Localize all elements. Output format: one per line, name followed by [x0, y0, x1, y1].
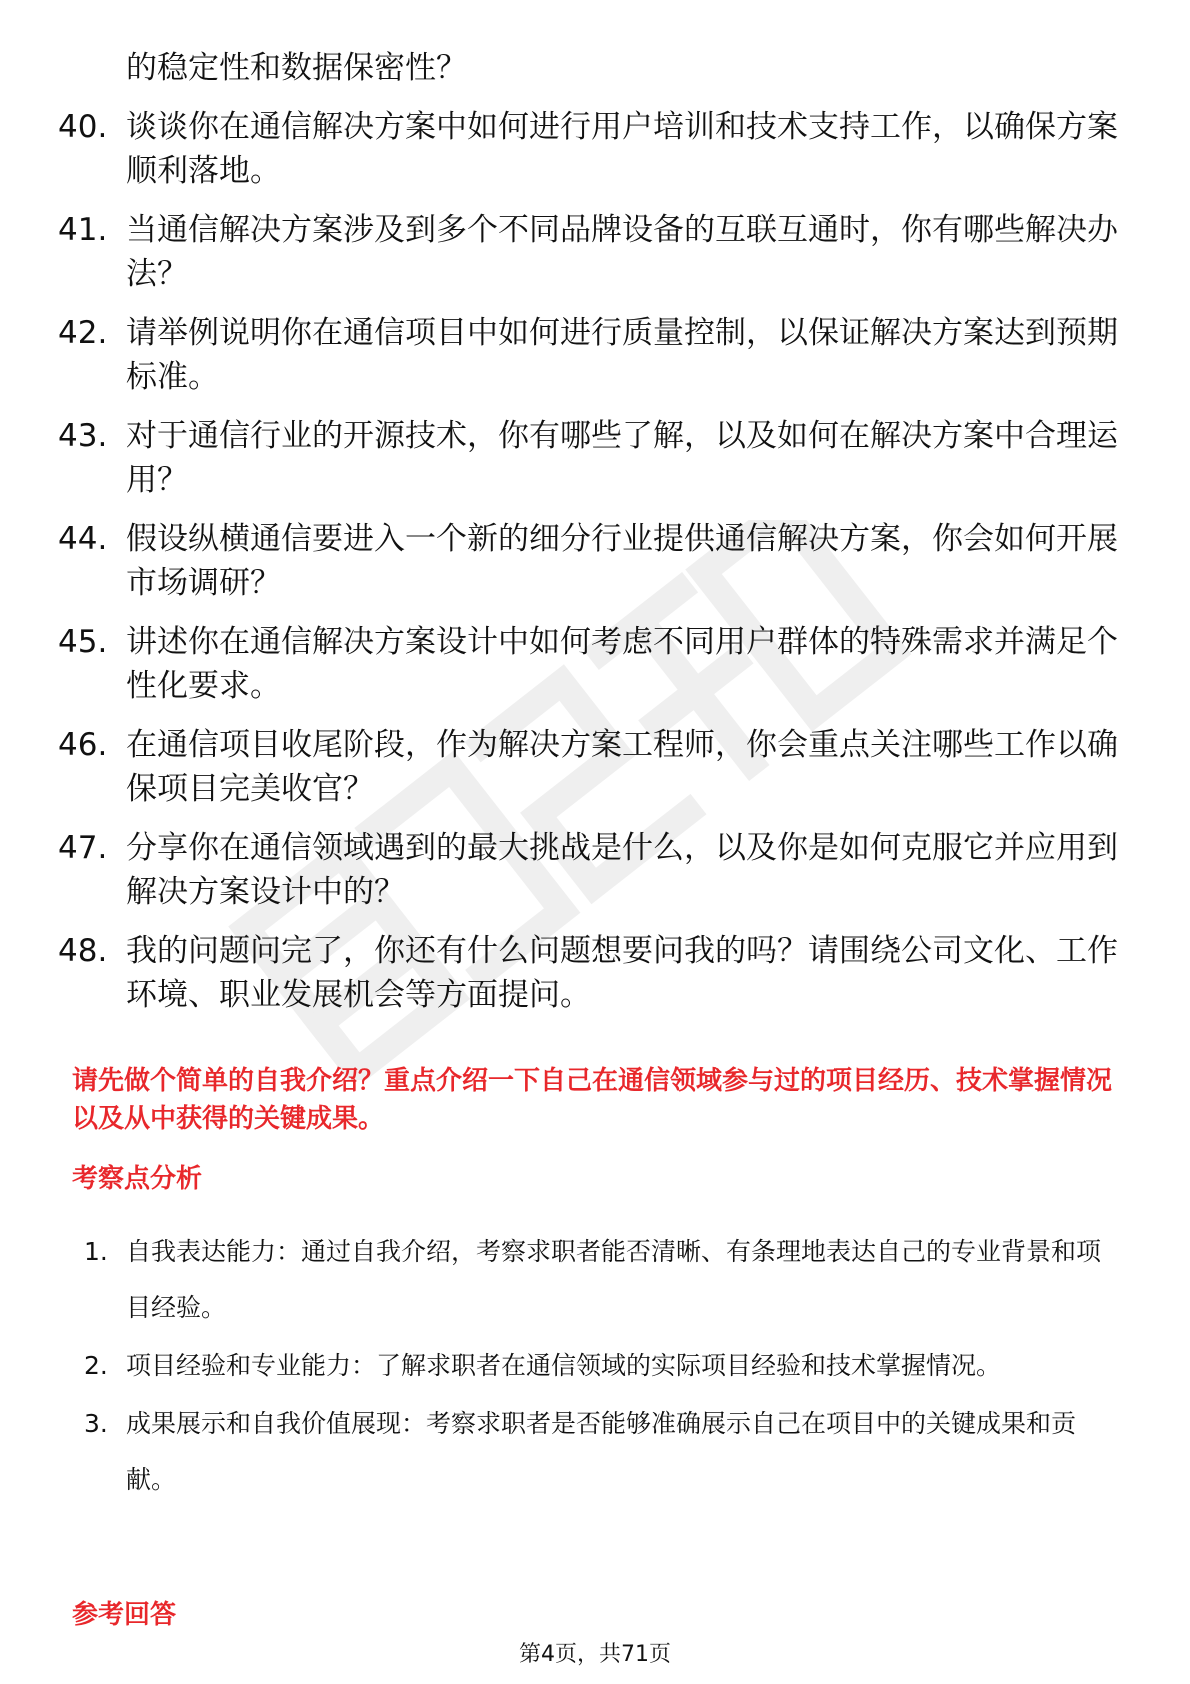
question-number: 41.	[58, 212, 108, 248]
question-item	[58, 208, 1128, 296]
question-text: 当通信解决方案涉及到多个不同品牌设备的互联互通时，你有哪些解决办法？	[126, 212, 1118, 292]
question-number: 47.	[58, 830, 108, 866]
question-item	[58, 723, 1128, 811]
question-number: 48.	[58, 933, 108, 969]
question-item	[58, 517, 1128, 605]
analysis-text: 自我表达能力：通过自我介绍，考察求职者能否清晰、有条理地表达自己的专业背景和项目经验。	[126, 1237, 1102, 1322]
question-number: 43.	[58, 418, 108, 454]
question-text: 分享你在通信领域遇到的最大挑战是什么，以及你是如何克服它并应用到解决方案设计中的？	[126, 830, 1118, 910]
question-text: 在通信项目收尾阶段，作为解决方案工程师，你会重点关注哪些工作以确保项目完美收官？	[126, 727, 1118, 807]
analysis-number: 2.	[84, 1351, 108, 1380]
analysis-number: 3.	[84, 1409, 108, 1438]
page-footer: 第4页，共71页	[519, 1642, 671, 1667]
analysis-title: 考察点分析	[72, 1164, 203, 1194]
question-number: 40.	[58, 109, 108, 145]
reference-answer-title: 参考回答	[72, 1600, 177, 1630]
question-text: 假设纵横通信要进入一个新的细分行业提供通信解决方案，你会如何开展市场调研？	[126, 521, 1118, 601]
analysis-list	[84, 1224, 1124, 1510]
analysis-text: 项目经验和专业能力：了解求职者在通信领域的实际项目经验和技术掌握情况。	[126, 1351, 1002, 1380]
question-text: 对于通信行业的开源技术，你有哪些了解，以及如何在解决方案中合理运用？	[126, 418, 1118, 498]
question-text: 谈谈你在通信解决方案中如何进行用户培训和技术支持工作，以确保方案顺利落地。	[126, 109, 1118, 189]
analysis-item	[84, 1224, 1124, 1336]
analysis-text: 成果展示和自我价值展现：考察求职者是否能够准确展示自己在项目中的关键成果和贡献。	[126, 1409, 1077, 1494]
question-item	[58, 929, 1128, 1017]
question-text: 讲述你在通信解决方案设计中如何考虑不同用户群体的特殊需求并满足个性化要求。	[126, 624, 1118, 704]
question-text: 我的问题问完了，你还有什么问题想要问我的吗？请围绕公司文化、工作环境、职业发展机会等方面提问。	[126, 933, 1118, 1013]
question-number: 42.	[58, 315, 108, 351]
question-number: 46.	[58, 727, 108, 763]
question-number: 45.	[58, 624, 108, 660]
highlight-question: 请先做个简单的自我介绍？重点介绍一下自己在通信领域参与过的项目经历、技术掌握情况以及从中获得的关键成果。	[72, 1066, 1113, 1134]
question-list	[58, 46, 1128, 1032]
analysis-number: 1.	[84, 1237, 108, 1266]
question-item	[58, 826, 1128, 914]
question-item	[58, 311, 1128, 399]
question-text: 请举例说明你在通信项目中如何进行质量控制，以保证解决方案达到预期标准。	[126, 315, 1118, 395]
analysis-item	[84, 1338, 1124, 1394]
question-continuation: 的稳定性和数据保密性？	[126, 50, 467, 86]
question-number: 44.	[58, 521, 108, 557]
question-item	[58, 414, 1128, 502]
question-item	[58, 620, 1128, 708]
analysis-item	[84, 1396, 1124, 1508]
question-item	[58, 105, 1128, 193]
